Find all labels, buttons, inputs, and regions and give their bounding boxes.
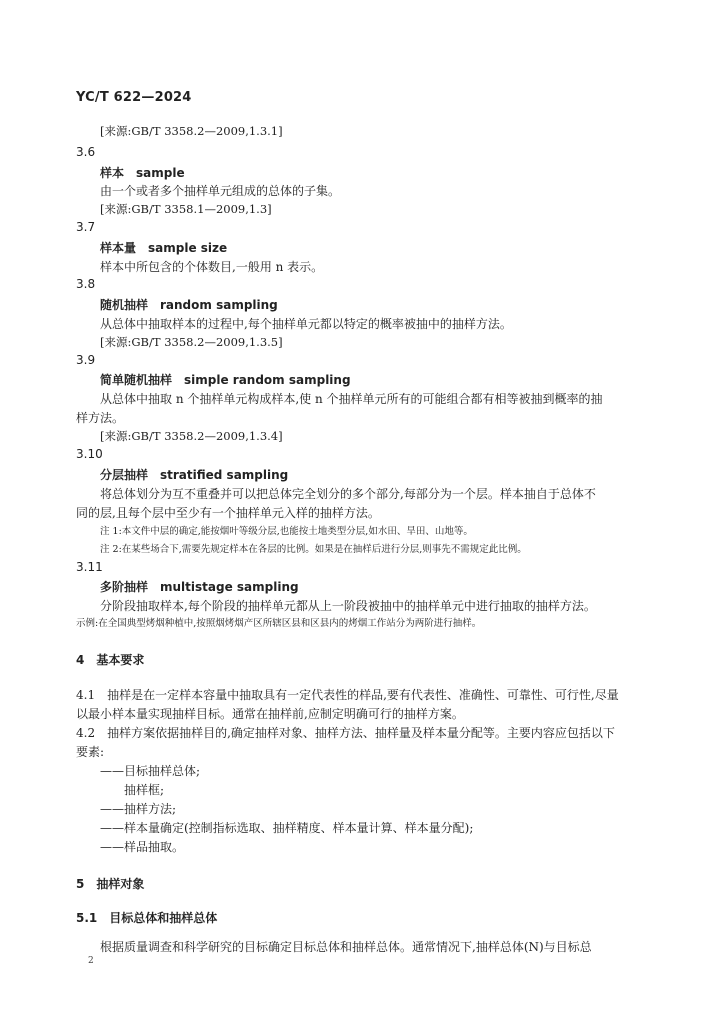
term-heading: 多阶抽样 multistage sampling	[100, 580, 299, 594]
source-ref: [来源:GB/T 3358.2—2009,1.3.4]	[100, 429, 283, 443]
definition-text: 样方法。	[76, 411, 125, 425]
body-text: 4.1 抽样是在一定样本容量中抽取具有一定代表性的样品,要有代表性、准确性、可靠性、可行性,尽量	[76, 688, 619, 702]
clause-number: 3.9	[76, 353, 96, 367]
clause-number: 3.8	[76, 277, 96, 291]
definition-text: 将总体划分为互不重叠并可以把总体完全划分的多个部分,每部分为一个层。样本抽自于总体不	[100, 487, 596, 501]
term-heading: 分层抽样 stratified sampling	[100, 468, 289, 482]
clause-number: 3.7	[76, 220, 96, 234]
body-text: 要素:	[76, 745, 105, 759]
definition-text: 分阶段抽取样本,每个阶段的抽样单元都从上一阶段被抽中的抽样单元中进行抽取的抽样方法。	[100, 599, 596, 613]
standard-id: YC/T 622—2024	[76, 90, 192, 105]
source-ref: [来源:GB/T 3358.2—2009,1.3.5]	[100, 335, 283, 349]
list-item: ——样本量确定(控制指标选取、抽样精度、样本量计算、样本量分配);	[100, 821, 474, 835]
definition-text: 由一个或者多个抽样单元组成的总体的子集。	[100, 184, 341, 198]
term-heading: 简单随机抽样 simple random sampling	[100, 373, 351, 387]
list-item: ——目标抽样总体;	[100, 764, 201, 778]
section-heading: 4 基本要求	[76, 653, 145, 667]
page-number: 2	[88, 956, 94, 966]
subsection-heading: 5.1 目标总体和抽样总体	[76, 911, 218, 925]
term-heading: 样本量 sample size	[100, 241, 228, 255]
definition-text: 样本中所包含的个体数目,一般用 n 表示。	[100, 260, 324, 274]
body-text: 以最小样本量实现抽样目标。通常在抽样前,应制定明确可行的抽样方案。	[76, 707, 464, 721]
clause-number: 3.6	[76, 145, 96, 159]
body-text: 根据质量调查和科学研究的目标确定目标总体和抽样总体。通常情况下,抽样总体(N)与目标总	[100, 940, 592, 954]
clause-number: 3.10	[76, 447, 103, 461]
note-text: 注 1:本文件中层的确定,能按烟叶等级分层,也能按土地类型分层,如水田、旱田、山地等。	[100, 526, 473, 537]
body-text: 4.2 抽样方案依据抽样目的,确定抽样对象、抽样方法、抽样量及样本量分配等。主要内容应包括以下	[76, 726, 615, 740]
source-ref: [来源:GB/T 3358.2—2009,1.3.1]	[100, 124, 283, 138]
list-item: ——样品抽取。	[100, 840, 185, 854]
example-text: 示例:在全国典型烤烟种植中,按照烟烤烟产区所辖区县和区县内的烤烟工作站分为两阶进行抽样。	[76, 618, 482, 629]
note-text: 注 2:在某些场合下,需要先规定样本在各层的比例。如果是在抽样后进行分层,则事先不需规定此比例。	[100, 544, 527, 555]
definition-text: 同的层,且每个层中至少有一个抽样单元入样的抽样方法。	[76, 506, 380, 520]
clause-number: 3.11	[76, 560, 103, 574]
term-heading: 样本 sample	[100, 166, 185, 180]
source-ref: [来源:GB/T 3358.1—2009,1.3]	[100, 202, 272, 216]
list-item: 抽样框;	[124, 783, 165, 797]
definition-text: 从总体中抽取样本的过程中,每个抽样单元都以特定的概率被抽中的抽样方法。	[100, 317, 512, 331]
definition-text: 从总体中抽取 n 个抽样单元构成样本,使 n 个抽样单元所有的可能组合都有相等被抽到概率的抽	[100, 392, 603, 406]
list-item: ——抽样方法;	[100, 802, 177, 816]
term-heading: 随机抽样 random sampling	[100, 298, 278, 312]
section-heading: 5 抽样对象	[76, 877, 145, 891]
